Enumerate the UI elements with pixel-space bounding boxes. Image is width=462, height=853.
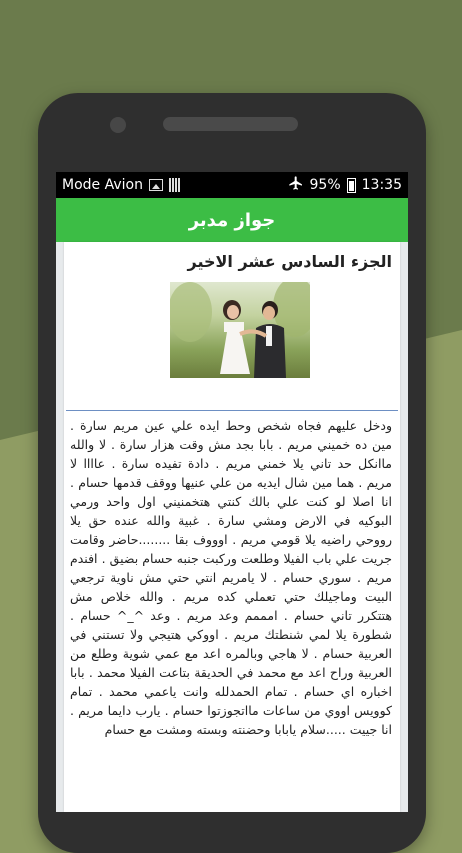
phone-screen (56, 172, 408, 812)
chapter-content[interactable] (64, 242, 400, 812)
story-text: ودخل عليهم فجاه شخص وحط ايده علي عين مريم سارة . مين ده خميني مريم . بابا بجد مش وقت هزار سارة . لا والله ماانكل حد تاني يلا خمني مريم . دادة تفيده سارة . عاااا لا مريم . هما مين شال ايديه من علي عنيها ووقف قدمها حسام . انا اصلا لو كنت علي بالك كنتي هتخمنيني اول واحد ورمي البوكيه في الارض ومشي سارة . غبية والله عنده حق يلا رووحي راضيه يلا قومي مريم . اوووف بقا ........حاضر وقامت جريت علي باب الفيلا وطلعت وركبت جنبه حسام بضيق . افندم مريم . سوري حسام . لا يامريم انتي حتي مش ناوية ترجعي البيت وماجيلك حتي تعملي كده مريم . والله خلاص مش هتتكرر تاني حسام . امممم وعد مريم . وعد ^_^ حسام . شطورة يلا لمي شنطتك مريم . اووكي هتيجي ولا تستني في العربية حسام . لا هاجي وبالمره اعد مع عمي شوية وطلع من العربية وراح اعد مع محمد في الحديقة بتاعت الفيلا محمد . بابا اخباره اي حسام . تمام الحمدلله وانت ياعمي محمد . تمام كوويس اووي من ساعات مااتجوزتوا حسام . يارب دايما مريم . انا جييت .....سلام يابابا وحضنته وبسته ومشت مع حسام (70, 418, 392, 737)
status-right (288, 175, 402, 195)
status-bar (56, 172, 408, 198)
chapter-title: الجزء السادس عشر الاخير (187, 252, 392, 271)
airplane-icon (288, 175, 304, 195)
phone-camera (110, 117, 126, 133)
app-title: جواز مدبر (188, 209, 276, 231)
clock: 13:35 (361, 177, 402, 193)
barcode-icon (169, 178, 181, 192)
battery-icon (347, 178, 356, 193)
airplane-mode-label: Mode Avion (62, 177, 143, 193)
phone-speaker (163, 117, 298, 131)
battery-percent: 95% (309, 177, 341, 193)
status-left (62, 177, 181, 193)
app-title-bar (56, 198, 408, 242)
couple-photo (170, 282, 310, 378)
divider (66, 410, 398, 411)
image-icon (149, 179, 163, 191)
